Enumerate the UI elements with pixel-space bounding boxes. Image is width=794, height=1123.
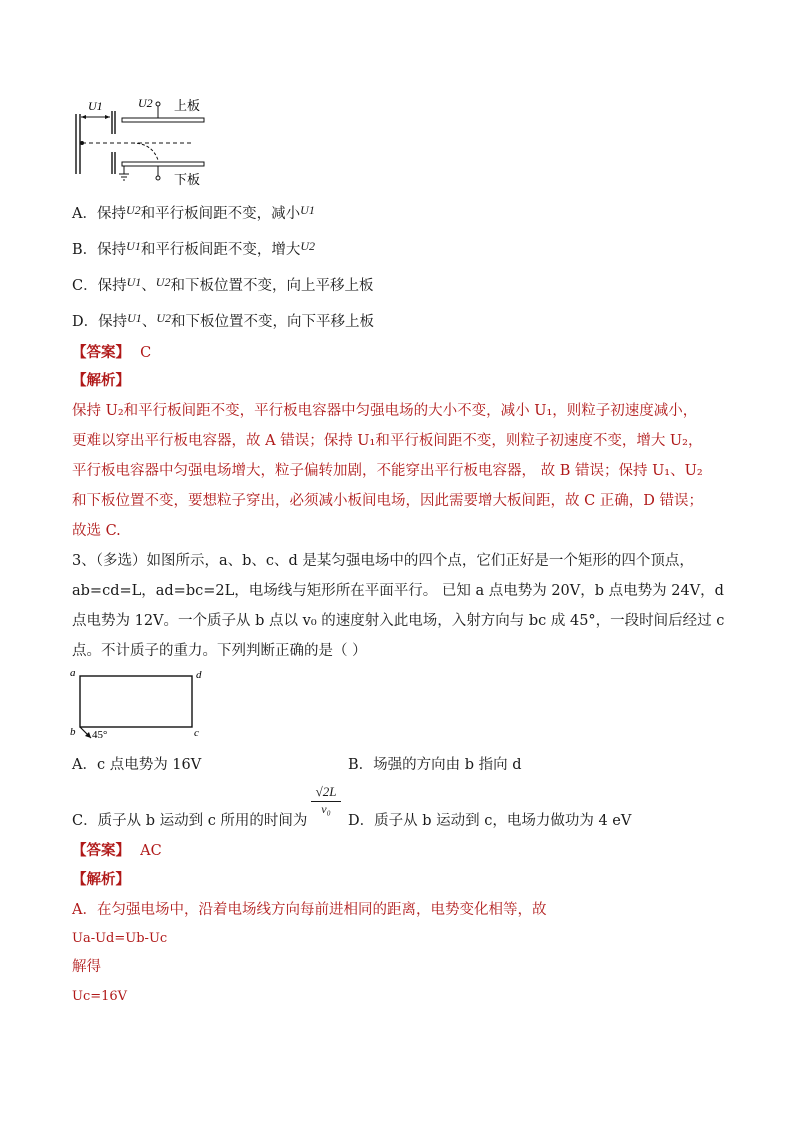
q3-option-b: B．场强的方向由 b 指向 d [348, 757, 522, 773]
answer-label: 【答案】 [72, 344, 130, 361]
q3-stem-line: 点。不计质子的重力。下列判断正确的是（ ） [72, 643, 367, 659]
analysis-line: 保持 U₂和平行板间距不变，平行板电容器中匀强电场的大小不变，减小 U₁，则粒子初速度减小， [72, 403, 698, 419]
q3-option-d: D．质子从 b 运动到 c，电场力做功为 4 eV [348, 813, 632, 829]
capacitor-figure [66, 94, 216, 188]
option-a: A．保持$^{U2}$和平行板间距不变，减小$^{U1}$ [72, 203, 315, 222]
u1-label: U1 [88, 99, 103, 113]
result-line: Uc=16V [72, 989, 128, 1004]
q3-option-a: A．c 点电势为 16V [72, 757, 202, 773]
q3-stem-line: 点电势为 12V。一个质子从 b 点以 v₀ 的速度射入此电场，入射方向与 bc 成 45°，一段时间后经过 c [72, 613, 725, 629]
option-b: B．保持$^{U1}$和平行板间距不变，增大$^{U2}$ [72, 239, 315, 258]
upper-plate-label: 上板 [174, 99, 201, 114]
rectangle-figure [66, 664, 216, 744]
analysis-line: 和下板位置不变，要想粒子穿出，必须减小板间电场，因此需要增大板间距，故 C 正确，D 错误； [72, 493, 704, 509]
answer-row-q3 [72, 842, 162, 860]
vertex-a: a [70, 667, 76, 679]
analysis-line: 更难以穿出平行板电容器，故 A 错误；保持 U₁和平行板间距不变，则粒子初速度不变，增大 U₂， [72, 433, 703, 449]
q3-stem-line: 3、（多选）如图所示，a、b、c、d 是某匀强电场中的四个点，它们正好是一个矩形的四个顶点， [72, 553, 694, 569]
u2-label: U2 [138, 96, 153, 110]
time-fraction [311, 784, 341, 817]
equation-line: Ua-Ud=Ub-Uc [72, 931, 168, 946]
analysis-line: 平行板电容器中匀强电场增大，粒子偏转加剧，不能穿出平行板电容器， 故 B 错误；保持 U₁、U₂ [72, 463, 703, 479]
fraction-numerator: √2L [311, 784, 341, 802]
analysis-label-q2: 【解析】 [72, 372, 130, 389]
vertex-b: b [70, 726, 76, 738]
answer-label: 【答案】 [72, 842, 130, 859]
vertex-d: d [196, 669, 202, 681]
angle-label: 45° [92, 729, 108, 741]
analysis-line: 故选 C. [72, 523, 121, 539]
analysis-line: 解得 [72, 959, 101, 975]
option-d: D．保持$^{U1}$、$^{U2}$和下板位置不变，向下平移上板 [72, 311, 374, 330]
option-c: C．保持$^{U1}$、$^{U2}$和下板位置不变，向上平移上板 [72, 275, 374, 294]
q3-option-c: C．质子从 b 运动到 c 所用的时间为 [72, 813, 308, 829]
lower-plate-label: 下板 [174, 173, 201, 188]
fraction-denominator: v₀ [321, 802, 331, 816]
analysis-label-q3: 【解析】 [72, 871, 130, 888]
analysis-line: A．在匀强电场中，沿着电场线方向每前进相同的距离，电势变化相等，故 [72, 902, 547, 918]
answer-row-q2 [72, 344, 151, 362]
answer-value: C [140, 345, 152, 361]
vertex-c: c [194, 727, 199, 739]
answer-value: AC [140, 843, 162, 859]
q3-stem-line: ab=cd=L，ad=bc=2L，电场线与矩形所在平面平行。 已知 a 点电势为 20V，b 点电势为 24V，d [72, 583, 724, 599]
